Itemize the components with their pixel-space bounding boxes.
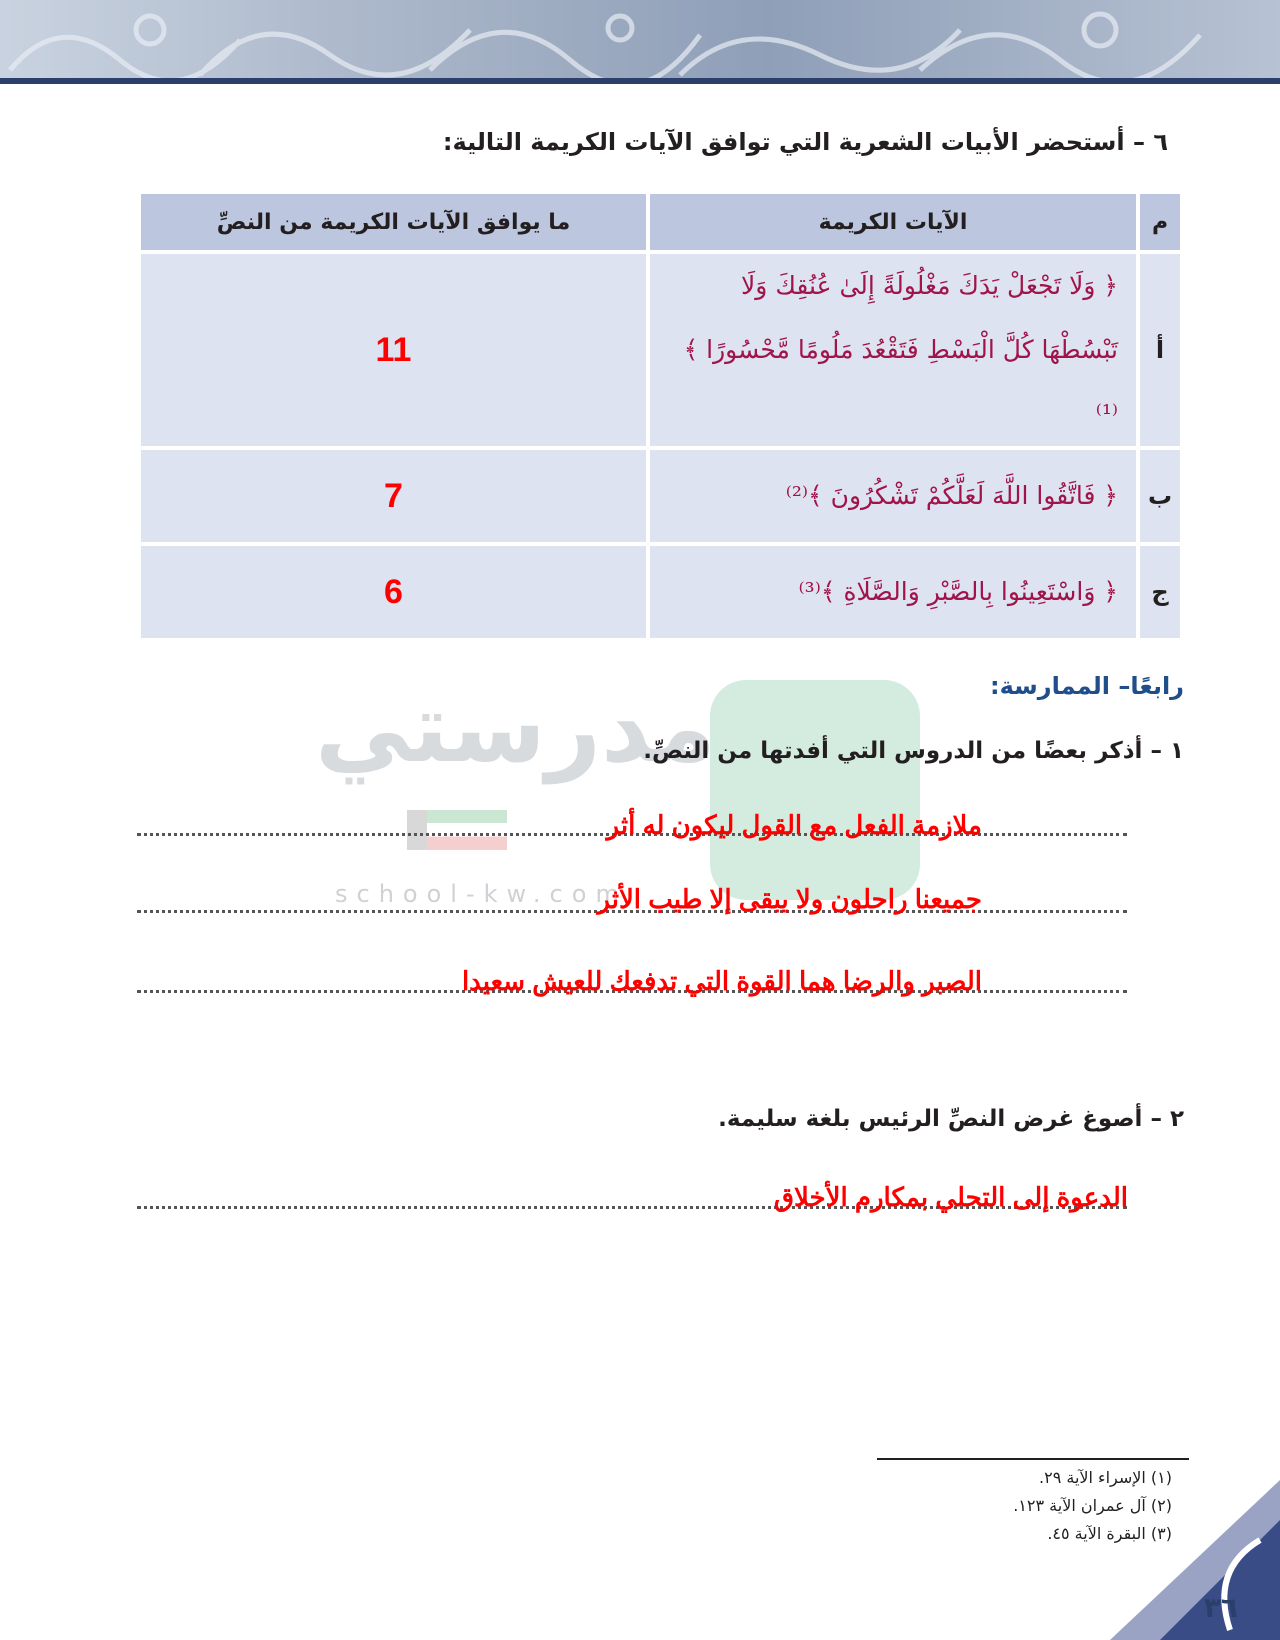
verse-line: تَبْسُطْهَا كُلَّ الْبَسْطِ فَتَقْعُدَ مَلُومًا مَّحْسُورًا ﴾⁽¹⁾: [683, 335, 1118, 428]
question-1: ١ – أذكر بعضًا من الدروس التي أفدتها من النصِّ.: [643, 738, 1184, 764]
page-number: ٣٦: [1203, 1591, 1238, 1624]
answer-value: 11: [375, 330, 412, 369]
answer-cell: [141, 546, 646, 638]
verse-line: ﴿ فَاتَّقُوا اللَّهَ لَعَلَّكُمْ تَشْكُرُونَ ﴾⁽²⁾: [785, 481, 1118, 510]
row-letter: ب: [1140, 450, 1180, 542]
answer-text: الصبر والرضا هما القوة التي تدفعك للعيش سعيدا: [461, 966, 982, 996]
answer-value: 6: [384, 572, 403, 611]
verse-line: ﴿ وَاسْتَعِينُوا بِالصَّبْرِ وَالصَّلَاةِ ﴾⁽³⁾: [798, 577, 1118, 606]
verse-line: ﴿ وَلَا تَجْعَلْ يَدَكَ مَغْلُولَةً إِلَىٰ عُنُقِكَ وَلَا: [741, 271, 1118, 300]
row-letter: أ: [1140, 254, 1180, 446]
footnote-divider: [877, 1458, 1189, 1460]
footnote: (٣) البقرة الآية ٤٥.: [1047, 1524, 1172, 1543]
question-6-title: ٦ – أستحضر الأبيات الشعرية التي توافق الآيات الكريمة التالية:: [442, 128, 1168, 156]
header-index: م: [1140, 194, 1180, 250]
answer-text: الدعوة إلى التحلي بمكارم الأخلاق: [773, 1182, 1128, 1212]
table-row: [141, 450, 1180, 542]
watermark-name: مدرستي: [315, 672, 716, 784]
answer-text: ملازمة الفعل مع القول ليكون له أثر: [606, 810, 982, 840]
footnote: (١) الإسراء الآية ٢٩.: [1039, 1468, 1172, 1487]
table-row: [141, 254, 1180, 446]
verses-table: [137, 190, 1184, 642]
answer-cell: [141, 450, 646, 542]
header-answer: ما يوافق الآيات الكريمة من النصِّ: [141, 194, 646, 250]
answer-text: جميعنا راحلون ولا يبقى إلا طيب الأثر: [597, 884, 982, 914]
answer-value: 7: [384, 476, 403, 515]
row-letter: ج: [1140, 546, 1180, 638]
verse-cell: [650, 254, 1136, 446]
watermark-url: school-kw.com: [335, 880, 628, 908]
calligraphy-pattern-icon: [0, 0, 1280, 84]
kuwait-flag-icon: [407, 810, 507, 850]
decorative-banner: [0, 0, 1280, 84]
answer-cell: [141, 254, 646, 446]
watermark-logo-icon: [710, 680, 920, 900]
banner-rule: [0, 78, 1280, 84]
footnote: (٢) آل عمران الآية ١٢٣.: [1013, 1496, 1172, 1515]
verse-cell: [650, 546, 1136, 638]
practice-section-title: رابعًا– الممارسة:: [990, 672, 1184, 700]
header-verses: الآيات الكريمة: [650, 194, 1136, 250]
question-2: ٢ – أصوغ غرض النصِّ الرئيس بلغة سليمة.: [718, 1106, 1184, 1132]
table-row: [141, 546, 1180, 638]
verse-cell: [650, 450, 1136, 542]
table-header-row: [141, 194, 1180, 250]
page-corner-decoration-icon: [1110, 1480, 1280, 1640]
